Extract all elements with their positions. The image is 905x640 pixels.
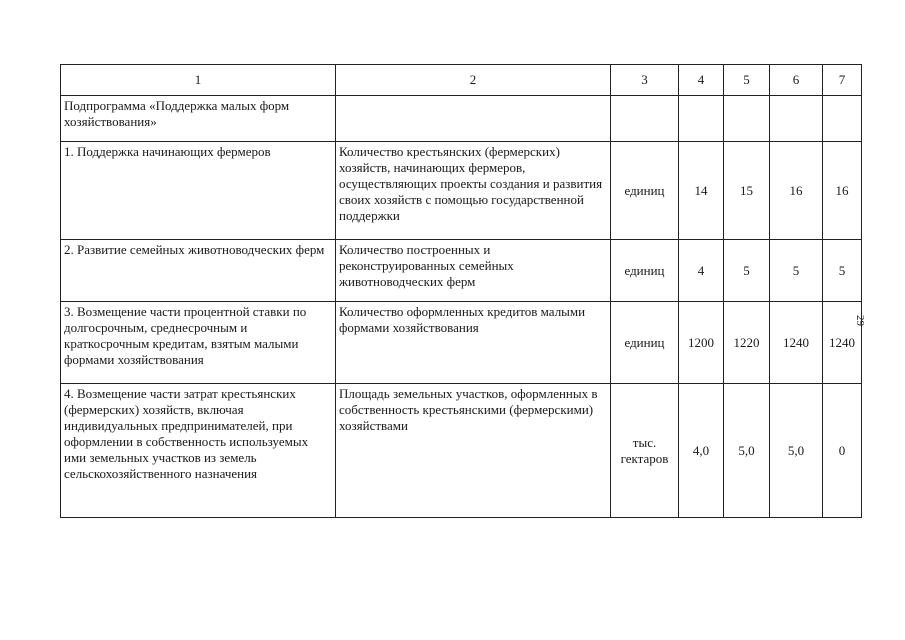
table-row [61, 96, 862, 142]
program-table [60, 64, 862, 518]
value-cell: 5 [823, 240, 862, 302]
unit-cell: единиц [611, 302, 679, 384]
value-cell: 1200 [679, 302, 724, 384]
indicator-cell: Количество построенных и реконструированных семейных животноводческих ферм [336, 240, 611, 302]
header-cell: 6 [770, 65, 823, 96]
value-cell [770, 96, 823, 142]
event-name-cell: 4. Возмещение части затрат крестьянских (фермерских) хозяйств, включая индивидуальных предпринимателей, при оформлении в собственность используемых ими земельных участков из земель сельскохозяйственного назначения [61, 384, 336, 518]
value-cell [679, 96, 724, 142]
value-cell: 5,0 [770, 384, 823, 518]
value-cell: 1240 [823, 302, 862, 384]
header-cell: 2 [336, 65, 611, 96]
event-name-cell: 1. Поддержка начинающих фермеров [61, 142, 336, 240]
header-cell: 1 [61, 65, 336, 96]
value-cell: 5 [724, 240, 770, 302]
header-cell: 4 [679, 65, 724, 96]
unit-cell [611, 96, 679, 142]
event-name-cell: 3. Возмещение части процентной ставки по долгосрочным, среднесрочным и краткосрочным кредитам, взятым малыми формами хозяйствования [61, 302, 336, 384]
value-cell: 1220 [724, 302, 770, 384]
table-row [61, 302, 862, 384]
value-cell [724, 96, 770, 142]
indicator-cell: Количество оформленных кредитов малыми формами хозяйствования [336, 302, 611, 384]
header-cell: 7 [823, 65, 862, 96]
event-name-cell: Подпрограмма «Поддержка малых форм хозяйствования» [61, 96, 336, 142]
value-cell: 0 [823, 384, 862, 518]
header-cell: 3 [611, 65, 679, 96]
value-cell: 14 [679, 142, 724, 240]
value-cell: 4,0 [679, 384, 724, 518]
page-number: 29 [854, 315, 866, 326]
indicator-cell [336, 96, 611, 142]
header-row [61, 65, 862, 96]
value-cell: 16 [823, 142, 862, 240]
unit-cell: тыс. гектаров [611, 384, 679, 518]
event-name-cell: 2. Развитие семейных животноводческих ферм [61, 240, 336, 302]
value-cell: 16 [770, 142, 823, 240]
value-cell: 15 [724, 142, 770, 240]
table-row [61, 240, 862, 302]
unit-cell: единиц [611, 240, 679, 302]
indicator-cell: Площадь земельных участков, оформленных в собственность крестьянскими (фермерскими) хозяйствами [336, 384, 611, 518]
indicator-cell: Количество крестьянских (фермерских) хозяйств, начинающих фермеров, осуществляющих проекты создания и развития своих хозяйств с помощью государственной поддержки [336, 142, 611, 240]
value-cell: 5,0 [724, 384, 770, 518]
value-cell: 1240 [770, 302, 823, 384]
value-cell: 5 [770, 240, 823, 302]
value-cell [823, 96, 862, 142]
table-row [61, 384, 862, 518]
value-cell: 4 [679, 240, 724, 302]
unit-cell: единиц [611, 142, 679, 240]
header-cell: 5 [724, 65, 770, 96]
table-row [61, 142, 862, 240]
